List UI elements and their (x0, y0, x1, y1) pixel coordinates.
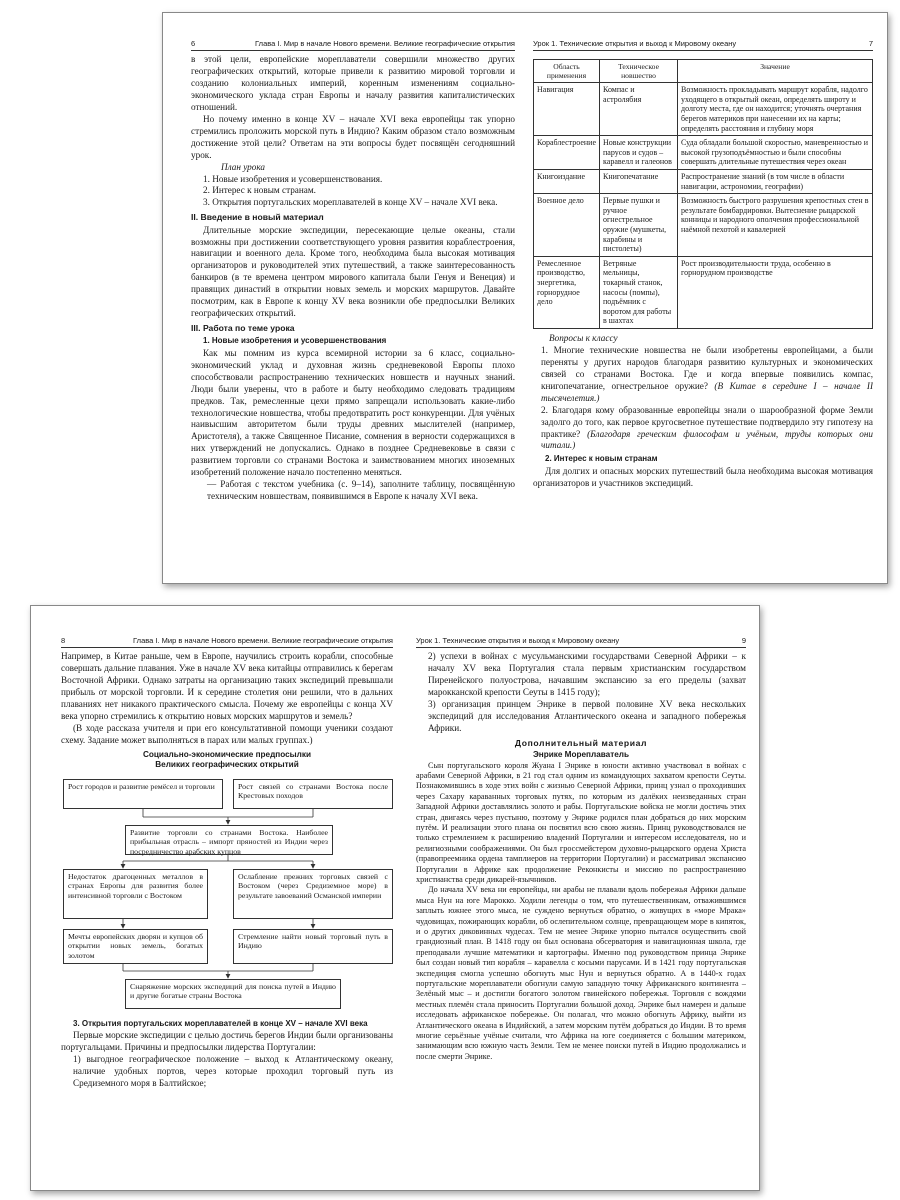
task-paragraph: — Работая с текстом учебника (с. 9–14), заполните таблицу, посвящённую техническим новшествам, появившимся в Европе к началу XVI века. (207, 479, 515, 502)
diagram-box: Развитие торговли со странами Востока. Наиболее прибыльная отрасль – импорт пряностей из Индии через посредничество арабских купцов (125, 825, 333, 855)
running-head (191, 39, 515, 51)
paragraph: Но почему именно в конце XV – начале XVI века европейцы так упорно стремились проложить морской путь в Индию? Каким образом стало возможным достижение этой цели? Ответам на эти вопросы будет посвящён сегодняшний урок. (191, 113, 515, 160)
prerequisites-diagram (63, 775, 393, 1015)
table-cell: Компас и астролябия (600, 83, 678, 136)
table-cell: Ветряные мельницы, токарный станок, насосы (помпы), подъёмник с воротом для работы в шахтах (600, 256, 678, 328)
paragraph: Например, в Китае раньше, чем в Европе, научились строить корабли, способные совершать дальние плавания. Уже в начале XV века китайцы отправились к берегам Восточной Африки. Однако затраты на организацию таких экспедиций превышали прибыль от морской торговли. И к середине столетия они решили, что в дальних плаваниях нет никакого практического смысла. Почему же европейцы с конца XV века упорно стремились к открытию новых морских маршрутов и земель? (61, 651, 393, 721)
page-number: 7 (868, 39, 873, 48)
page-number: 8 (61, 636, 66, 645)
question-item (541, 345, 873, 405)
diagram-box: Ослабление прежних торговых связей с Востоком (через Средиземное море) в результате завоеваний Османской империи (233, 869, 393, 919)
paragraph: Длительные морские экспедиции, пересекающие целые океаны, стали возможны при достижении соответствующего уровня развития кораблестроения, навигации и военного дела. Кроме того, необходима была высокая мотивация организаторов и руководителей этих путешествий, а также заинтересованность банкиров (в те времена центром мирового капитала были Генуя и Венеция) и правящих династий в открытии новых земель и морских маршрутов. Давайте посмотрим, как в Европе к концу XV века возникли обе предпосылки Великих географических открытий. (191, 224, 515, 319)
subsection-heading: 1. Новые изобретения и усовершенствования (203, 336, 387, 346)
table-row (534, 136, 873, 170)
page-8-body (61, 651, 393, 1090)
plan-item: 3. Открытия португальских мореплавателей в конце XV – начале XVI века. (203, 197, 498, 208)
paragraph: Первые морские экспедиции с целью достичь берегов Индии были организованы португальцами. Причины и предпосылки лидерства Португалии: (61, 1030, 393, 1053)
running-head (61, 636, 393, 648)
additional-material-heading: Дополнительный материал (514, 737, 648, 748)
table-cell: Навигация (534, 83, 600, 136)
table-cell: Возможность быстрого разрушения крепостных стен в результате бомбардировки. Вытеснение рыцарской конницы и народного ополчения профессиональной наёмной пехотой и кавалерией (678, 194, 873, 257)
paragraph: Для долгих и опасных морских путешествий была необходима высокая мотивация организаторов и участников экспедиций. (533, 465, 873, 488)
question-item (541, 405, 873, 453)
plan-item: 2. Интерес к новым странам. (203, 185, 316, 196)
section-heading: III. Работа по теме урока (191, 323, 295, 334)
diagram-title-line: Социально-экономические предпосылки (142, 749, 311, 759)
table-cell: Новые конструкции парусов и судов – каравелл и галеонов (600, 136, 678, 170)
paragraph: Как мы помним из курса всемирной истории за 6 класс, социально-экономический уклад и духовная жизнь средневековой Европы плохо способствовали распространению технических новшеств и научных знаний. Люди были уверены, что в работе и быту необходимо следовать традициям предков. Так, ремесленные цехи прямо запрещали использовать какие-либо технологические новшества, чтобы предотвратить рост конкуренции. Для учёных наивысшим авторитетом были труды древних мыслителей (например, Аристотеля), а также Священное Писание, сомнения в верности содержащихся в них утверждений не допускались. Однако в позднее Средневековье в связи с развитием торговли со странами Востока и заимствованием многих иноземных изобретений положение начало постепенно меняться. (191, 347, 515, 478)
lesson-plan-heading: План урока (221, 161, 266, 172)
table-cell: Военное дело (534, 194, 600, 257)
running-head (533, 39, 873, 51)
table-cell: Возможность прокладывать маршрут корабля, надолго уходящего в открытый океан, определять широту и долготу места, где он находится; уточнять очертания берегов материков при нанесении их на карты; определять расстояния и глубину моря (678, 83, 873, 136)
diagram-title-line: Великих географических открытий (155, 760, 299, 770)
section-heading: II. Введение в новый материал (191, 212, 324, 223)
paragraph: Сын португальского короля Жуана I Энрике в юности активно участвовал в войнах с арабами Северной Африки, в 21 год стал одним из командующих захватом крепости Сеуты. Познакомившись в ходе этих войн с жизнью Северной Африки, принц узнал о проходивших через Сахару караванных торговых путях, по которым из далёких неизведанных стран Западной Африки доставлялись золото и рабы. Португальские войска не могли достичь этих стран, двигаясь через пустыню, поэтому у Энрике родился план добраться до них морским путём. И реализации этого плана он посвятил всю свою жизнь. Принц руководствовался не только стремлением к расширению владений Португалии и интересом исследователя, но и религиозными соображениями. Он был гроссмейстером духовно-рыцарского ордена Христа (правопреемника ордена тамплиеров на территории Португалии) и рассматривал экспансию Португалии в Африке как продолжение Реконкисты и миссию по распространению христианства среди дикарей-язычников. (416, 760, 746, 884)
diagram-box: Стремление найти новый торговый путь в Индию (233, 929, 393, 964)
table-cell: Распространение знаний (в том числе в области навигации, астрономии, географии) (678, 169, 873, 193)
table-cell: Ремесленное производство, энергетика, горнорудное дело (534, 256, 600, 328)
diagram-box: Рост связей со странами Востока после Крестовых походов (233, 779, 393, 809)
paragraph: в этой цели, европейские мореплаватели совершили множество других географических открытий, которые привели к развитию мировой торговли и созданию колониальных империй, коренным изменениям социально-экономического уклада стран Европы и началу развития капиталистических отношений. (191, 54, 515, 112)
subsection-heading: 2. Интерес к новым странам (545, 454, 658, 464)
diagram-box: Снаряжение морских экспедиций для поиска путей в Индию и другие богатые страны Востока (125, 979, 341, 1009)
page-7-body (533, 333, 873, 490)
page-number: 6 (191, 39, 196, 48)
table-cell: Первые пушки и ручное огнестрельное оружие (мушкеты, карабины и пистолеты) (600, 194, 678, 257)
table-row (534, 169, 873, 193)
question-answer: (Благодаря греческим философам и учёным, труды которых они читали.) (541, 428, 873, 451)
diagram-title (61, 750, 393, 771)
plan-item: 1. Новые изобретения и усовершенствования. (203, 173, 383, 184)
questions-heading: Вопросы к классу (549, 332, 618, 343)
table-header-row (534, 60, 873, 83)
page-9-body (416, 651, 746, 1062)
lesson-title: Урок 1. Технические открытия и выход к Мировому океану (416, 636, 620, 645)
column-header: Значение (678, 60, 873, 83)
page-8 (61, 636, 393, 1190)
question-text: 2. Благодаря кому образованные европейцы знали о шарообразной форме Земли задолго до того, как первое кругосветное путешествие подтвердило эту гипотезу на практике? (541, 404, 873, 439)
paragraph: (В ходе рассказа учителя и при его консультативной помощи ученики создают схему. Задание может выполняться в парах или малых группах.) (61, 722, 393, 745)
column-header: Техническое новшество (600, 60, 678, 83)
question-answer: (В Китае в середине I – начале II тысячелетия.) (541, 380, 873, 403)
question-text: 1. Многие технические новшества не были изобретены европейцами, а были переняты у других народов благодаря развитию культурных и экономических связей со странами Востока. Где и когда впервые появились компас, книгопечатание, огнестрельное оружие? (541, 344, 873, 391)
diagram-box: Мечты европейских дворян и купцов об открытии новых земель, богатых золотом (63, 929, 208, 964)
chapter-title: Глава I. Мир в начале Нового времени. Великие географические открытия (255, 39, 515, 48)
page-number: 9 (741, 636, 746, 645)
table-row (534, 194, 873, 257)
table-cell: Книгоиздание (534, 169, 600, 193)
table-cell: Кораблестроение (534, 136, 600, 170)
table-row (534, 83, 873, 136)
table-row (534, 256, 873, 328)
running-head (416, 636, 746, 648)
spread-pages-8-9 (30, 605, 760, 1191)
lesson-title: Урок 1. Технические открытия и выход к Мировому океану (533, 39, 737, 48)
list-item: 1) выгодное географическое положение – выход к Атлантическому океану, наличие удобных портов, через которые проходил торговый путь из Средиземного моря в Балтийское; (73, 1054, 393, 1089)
page-9 (416, 636, 746, 1190)
diagram-box: Недостаток драгоценных металлов в странах Европы для развития более интенсивной торговли с Востоком (63, 869, 208, 919)
page-7 (533, 39, 873, 583)
technology-table (533, 59, 873, 329)
chapter-title: Глава I. Мир в начале Нового времени. Великие географические открытия (133, 636, 393, 645)
column-header: Область применения (534, 60, 600, 83)
additional-material-subheading: Энрике Мореплаватель (532, 749, 630, 759)
table-cell: Рост производительности труда, особенно в горнорудном производстве (678, 256, 873, 328)
page-6 (191, 39, 515, 583)
subsection-heading: 3. Открытия португальских мореплавателей в конце XV – начале XVI века (73, 1018, 368, 1028)
table-cell: Книгопечатание (600, 169, 678, 193)
paragraph: До начала XV века ни европейцы, ни арабы не плавали вдоль побережья Африки дальше мыса Нун на юге Марокко. Ходили легенды о том, что путешественникам, отважившимся заплыть южнее этого мыса, не суждено вернуться обратно, о живущих в «море Мрака» чудовищах, пожирающих корабли, об ослепительном солнце, превращающем море в кипяток, и о других диковинных чудесах. Тем не менее Энрике упорно пытался осуществить свой грандиозный план. В 1418 году он был основана обсерватория и навигационная школа, где преподавали лучшие математики и картографы. Именно под руководством принца Энрике был создан новый тип корабля – каравелла с косыми парусами. И в 1421 году португальская экспедиция смогла успешно обогнуть мыс Нун и вернуться обратно. А в 1440-х годах португальские мореплаватели обогнули самую западную точку Африканского континента – Зелёный мыс – и достигли богатого золотом гвинейского побережья. Торговля с вождями местных племён стала приносить Португалии большой доход. Энрике был намерен и дальше исследовать африканское побережье. Он полагал, что можно обогнуть Африку, выйти из Атлантического океана в Индийский, а затем морским путём добраться до Индии. В то время многие серьёзные учёные считали, что Африка на юге соединяется с большим материком, занимающим всю южную часть Земли. Тем не менее поиски путей в Индию продолжались и после смерти Энрике. (416, 885, 746, 1061)
page-6-body (191, 54, 515, 503)
table-cell: Суда обладали большой скоростью, маневренностью и высокой грузоподъёмностью и были способны совершать длительные путешествия через океан (678, 136, 873, 170)
list-item: 3) организация принцем Энрике в первой половине XV века нескольких экспедиций для исследования Атлантического океана и западного побережья Африки. (428, 698, 746, 733)
additional-material-text (416, 761, 746, 1063)
technology-table-wrap (533, 59, 873, 329)
diagram-box: Рост городов и развитие ремёсел и торговли (63, 779, 223, 809)
spread-pages-6-7 (162, 12, 888, 584)
list-item: 2) успехи в войнах с мусульманскими государствами Северной Африки – к началу XV века Португалия стала первым христианским государством Пиренейского полуострова, начавшим экспансию за его пределы (захват марокканской крепости Сеуты в 1415 году); (428, 651, 746, 697)
